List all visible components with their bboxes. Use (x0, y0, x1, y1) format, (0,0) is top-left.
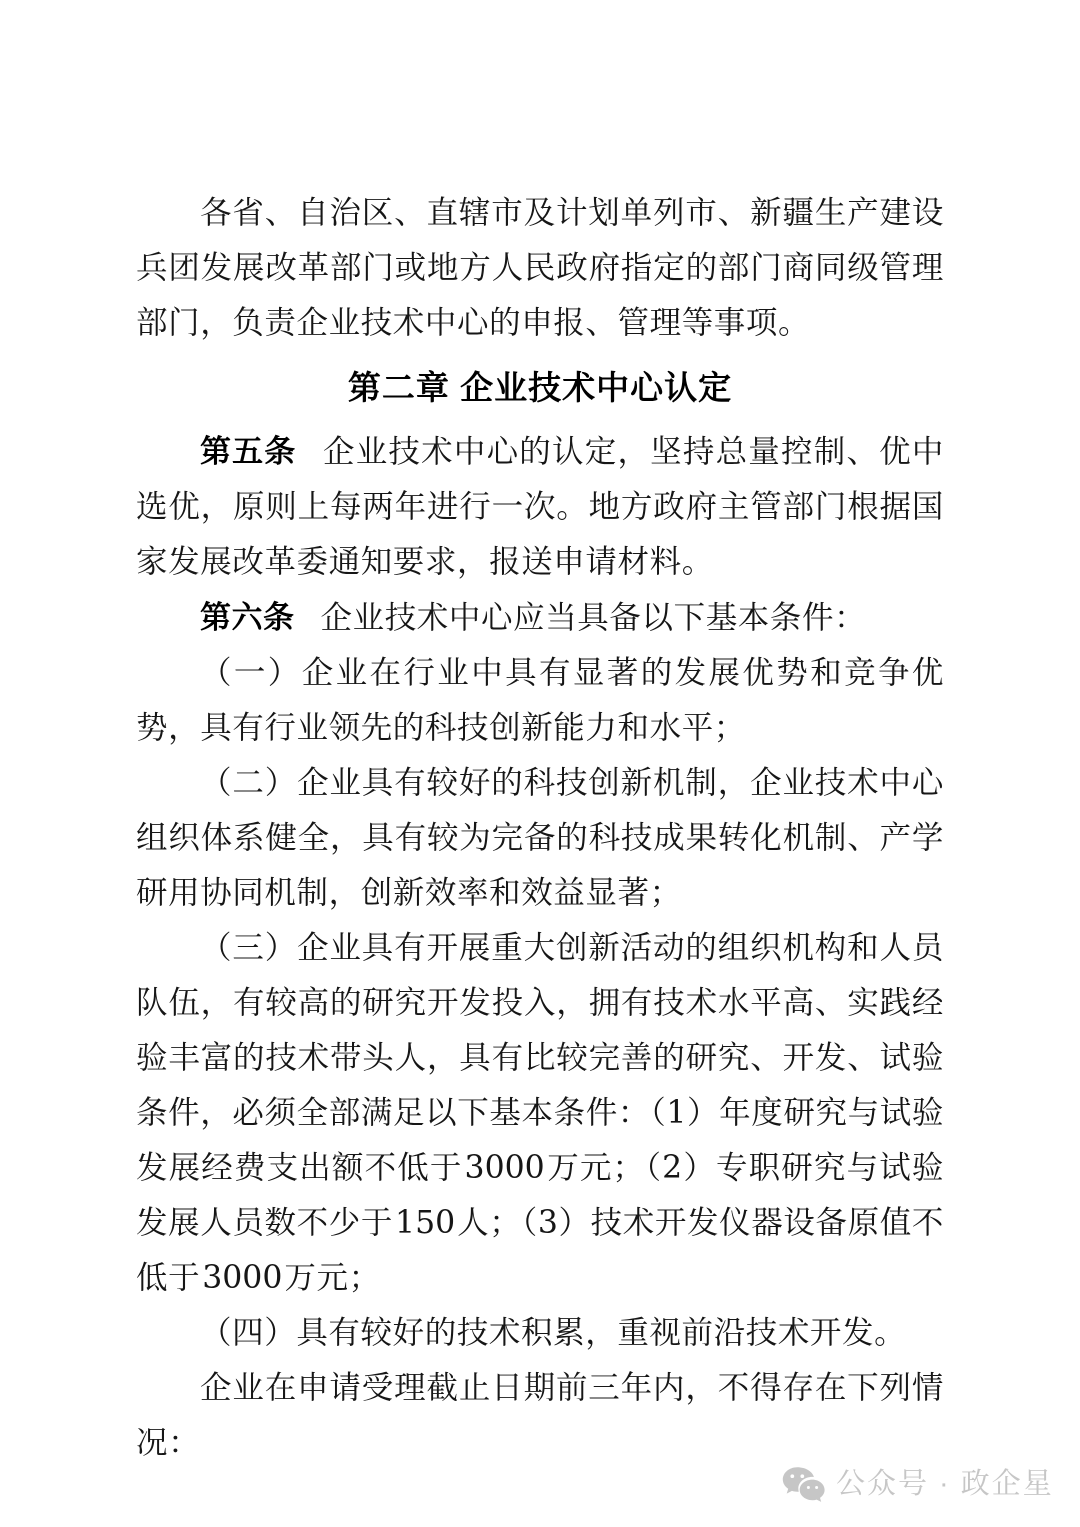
article-five-text: 企业技术中心的认定，坚持总量控制、优中选优，原则上每两年进行一次。地方政府主管部门根据国家发展改革委通知要求，报送申请材料。 (136, 434, 945, 580)
list-item-1-text: 企业在行业中具有显著的发展优势和竞争优势，具有行业领先的科技创新能力和水平； (136, 655, 944, 746)
paragraph-intro: 各省、自治区、直辖市及计划单列市、新疆生产建设兵团发展改革部门或地方人民政府指定的部门商同级管理部门，负责企业技术中心的申报、管理等事项。 (136, 195, 944, 341)
list-item-3-marker: （三） (200, 930, 298, 966)
list-item-4-marker: （四） (200, 1315, 297, 1351)
list-item-3-text-part-3: 人；（3）技术开发仪器设备原值不低于 (136, 1205, 944, 1296)
article-five-label: 第五条 (200, 434, 297, 469)
list-item-3-text-part-2: 万元；（2）专职研究与试验发展人员数不少于 (136, 1150, 944, 1241)
list-item-1-marker: （一） (200, 655, 302, 691)
list-item-2-marker: （二） (200, 765, 298, 801)
paragraph-article-six (136, 590, 944, 646)
list-item-2 (136, 756, 944, 921)
list-item-2-text: 企业具有较好的科技创新机制，企业技术中心组织体系健全，具有较为完备的科技成果转化机制、产学研用协同机制，创新效率和效益显著； (136, 765, 944, 911)
list-item-1 (136, 646, 944, 756)
wechat-icon (782, 1466, 826, 1502)
list-item-3-text-part-4: 万元； (284, 1260, 381, 1296)
watermark-text: 公众号 · 政企星 (836, 1467, 1054, 1500)
list-item-3-text-part-1: 企业具有开展重大创新活动的组织机构和人员队伍，有较高的研究开发投入，拥有技术水平高、实践经验丰富的技术带头人，具有比较完善的研究、开发、试验条件，必须全部满足以下基本条件：（1）年度研究与试验发展经费支出额不低于 (136, 930, 944, 1186)
list-item-3-value-rd-expense: 3000 (464, 1150, 545, 1186)
list-item-3-value-rd-personnel: 150 (395, 1205, 456, 1241)
paragraph-closing: 企业在申请受理截止日期前三年内，不得存在下列情况： (136, 1370, 944, 1461)
chapter-heading: 第二章 企业技术中心认定 (347, 369, 733, 406)
paragraph-article-five (136, 424, 944, 590)
list-item-3-value-equipment: 3000 (202, 1260, 283, 1296)
watermark (782, 1466, 1054, 1502)
document-text-column (136, 186, 944, 1471)
article-six-text: 企业技术中心应当具备以下基本条件： (320, 600, 867, 636)
list-item-3 (136, 921, 944, 1306)
list-item-4-text: 具有较好的技术积累，重视前沿技术开发。 (296, 1315, 907, 1351)
list-item-4 (136, 1306, 944, 1361)
article-six-label: 第六条 (200, 600, 295, 635)
